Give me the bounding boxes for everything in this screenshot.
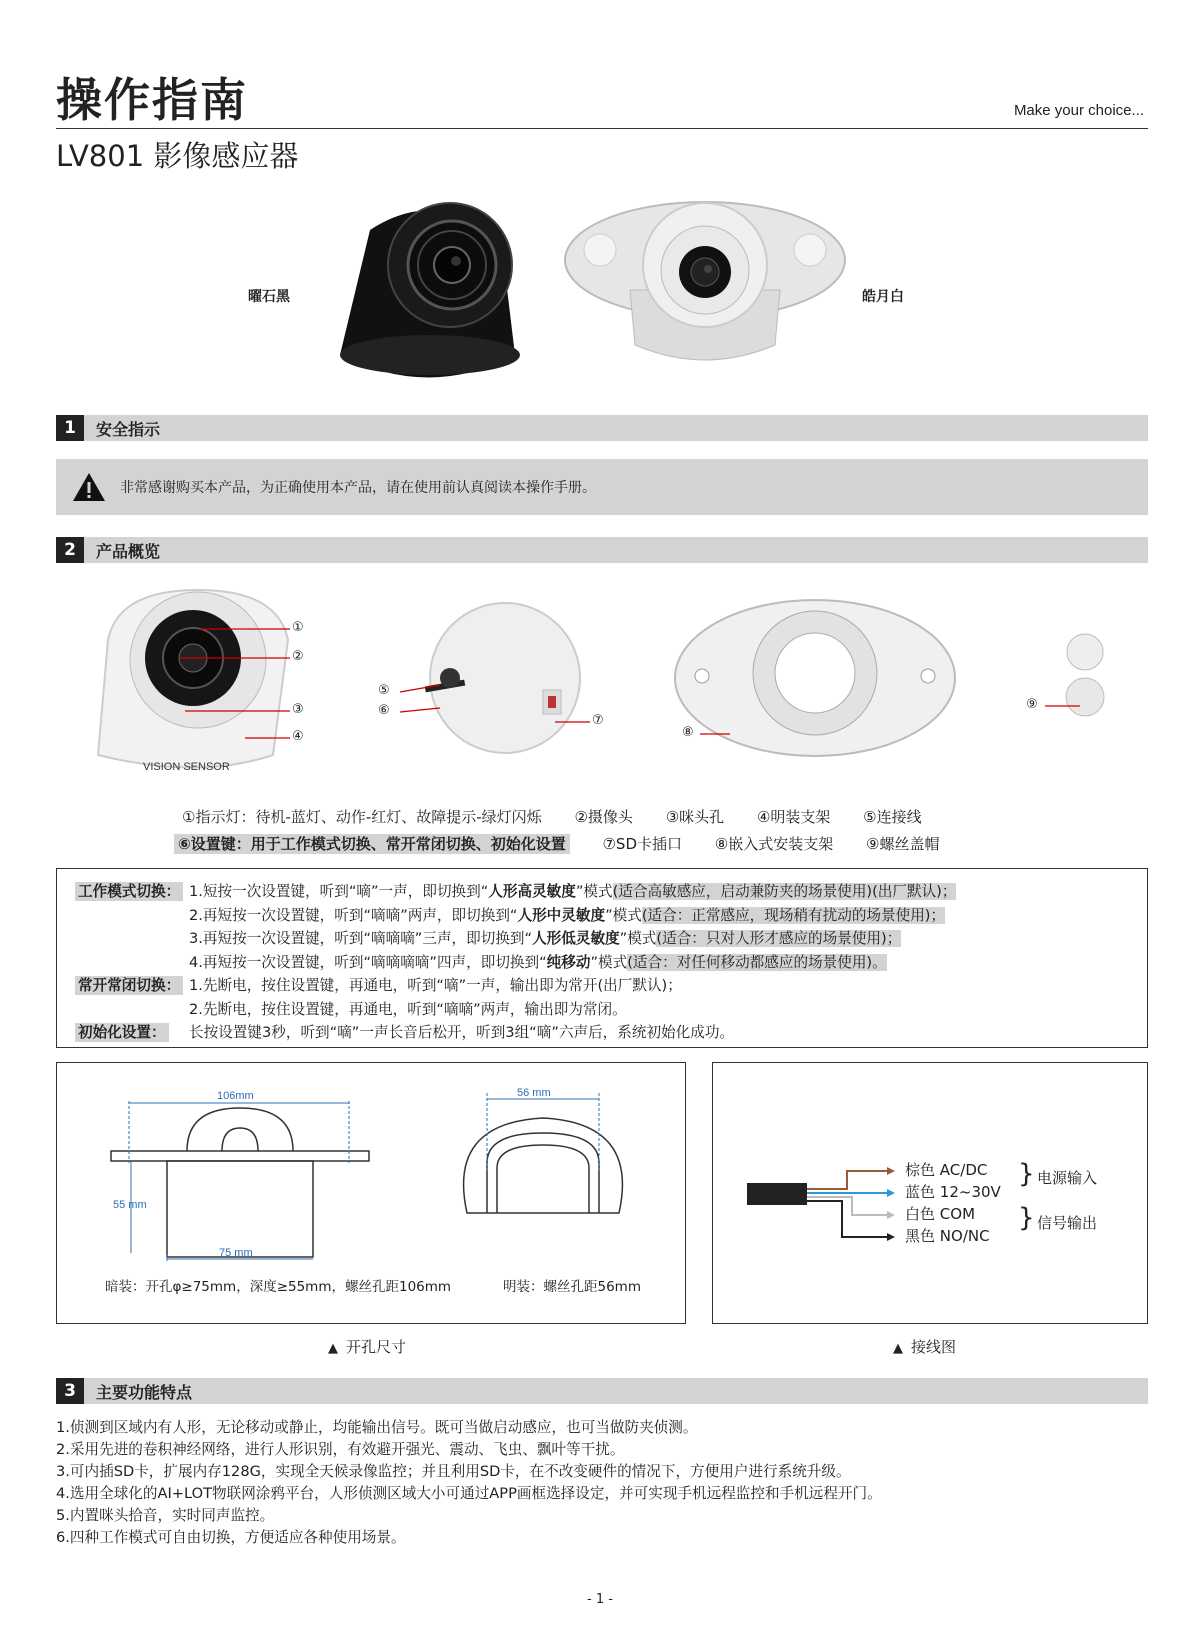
callout-4: ④	[292, 729, 304, 744]
mode-row	[75, 903, 1129, 927]
wiring-diagram-box	[712, 1062, 1148, 1324]
mode-instructions-box	[56, 868, 1148, 1048]
mode-row	[75, 926, 1129, 950]
section-title: 产品概览	[96, 541, 161, 561]
callout-9: ⑨	[1026, 697, 1038, 712]
mode-row	[75, 1020, 1129, 1044]
dimension-diagram-box	[56, 1062, 686, 1324]
mode-row	[75, 997, 1129, 1021]
black-variant-label: 曜石黑	[248, 289, 290, 305]
legend-item: ⑦SD卡插口	[602, 835, 683, 853]
section-title: 主要功能特点	[96, 1382, 193, 1402]
wire-labels: 棕色 AC/DC 蓝色 12~30V 白色 COM 黑色 NO/NC	[905, 1161, 1001, 1245]
triangle-icon: ▲	[328, 1341, 338, 1356]
page-number: - 1 -	[587, 1592, 613, 1607]
feature-item: 2.采用先进的卷积神经网络，进行人形识别，有效避开强光、震动、飞虫、飘叶等干扰。	[56, 1441, 625, 1458]
callout-5: ⑤	[378, 683, 390, 698]
mode-row	[75, 950, 1129, 974]
page-title: 操作指南	[56, 73, 248, 127]
section-number: 2	[56, 537, 84, 563]
section-title: 安全指示	[96, 419, 161, 439]
legend-item: ③咪头孔	[665, 808, 725, 826]
tagline: Make your choice...	[1013, 102, 1144, 119]
section-number: 3	[56, 1378, 84, 1404]
brace-icon: }	[1018, 1203, 1035, 1233]
callout-lines	[0, 0, 1200, 760]
legend-row-2	[174, 833, 967, 854]
vision-sensor-text: VISION SENSOR	[143, 761, 230, 773]
section-bar-features	[56, 1378, 1148, 1404]
callout-6: ⑥	[378, 703, 390, 718]
dim-75: 75 mm	[219, 1247, 253, 1259]
dim-note-left: 暗装：开孔φ≥75mm，深度≥55mm，螺丝孔距106mm	[105, 1279, 452, 1295]
legend-item: ⑧嵌入式安装支架	[714, 835, 834, 853]
nonc-line: 2.先断电，按住设置键，再通电，听到“嘀嘀”两声，输出即为常闭。	[189, 1000, 627, 1018]
legend-item: ①指示灯：待机-蓝灯、动作-红灯、故障提示-绿灯闪烁	[182, 808, 542, 826]
feature-item: 6.四种工作模式可自由切换，方便适应各种使用场景。	[56, 1529, 406, 1546]
dim-56: 56 mm	[517, 1087, 551, 1099]
nonc-line: 1.先断电，按住设置键，再通电，听到“嘀”一声，输出即为常开(出厂默认)；	[189, 977, 682, 995]
dimension-caption: ▲ 开孔尺寸	[328, 1338, 407, 1356]
triangle-icon: ▲	[893, 1341, 903, 1356]
mode-row	[75, 879, 1129, 903]
work-mode-label: 工作模式切换：	[75, 882, 183, 901]
dimension-drawing	[57, 1063, 685, 1263]
product-subtitle: LV801 影像感应器	[56, 139, 299, 173]
feature-list	[56, 1417, 882, 1549]
callout-3: ③	[292, 702, 304, 717]
dim-note-right: 明装：螺丝孔距56mm	[503, 1279, 641, 1295]
legend-row-1	[182, 806, 950, 827]
init-line: 长按设置键3秒，听到“嘀”一声长音后松开，听到3组“嘀”六声后，系统初始化成功。	[189, 1024, 735, 1042]
init-label: 初始化设置：	[75, 1023, 169, 1042]
dim-55: 55 mm	[113, 1199, 147, 1211]
callout-7: ⑦	[592, 713, 604, 728]
callout-8: ⑧	[682, 725, 694, 740]
legend-item: ④明装支架	[756, 808, 831, 826]
nonc-label: 常开常闭切换：	[75, 976, 183, 995]
feature-item: 5.内置咪头拾音，实时同声监控。	[56, 1507, 275, 1524]
section-number: 1	[56, 415, 84, 441]
wiring-caption: ▲ 接线图	[893, 1338, 957, 1356]
warning-text: 非常感谢购买本产品，为正确使用本产品，请在使用前认真阅读本操作手册。	[120, 480, 596, 496]
mode-row	[75, 973, 1129, 997]
dim-106: 106mm	[217, 1090, 254, 1102]
white-variant-label: 皓月白	[862, 289, 904, 305]
callout-2: ②	[292, 649, 304, 664]
work-mode-line: 4.再短按一次设置键，听到“嘀嘀嘀嘀”四声，即切换到“纯移动”模式(适合：对任何移动都感应的场景使用)。	[189, 953, 887, 971]
callout-1: ①	[292, 620, 304, 635]
work-mode-line: 2.再短按一次设置键，听到“嘀嘀”两声，即切换到“人形中灵敏度”模式(适合：正常感应，现场稍有扰动的场景使用)；	[189, 906, 946, 924]
signal-output-label: 信号输出	[1037, 1214, 1098, 1232]
brace-icon: }	[1018, 1159, 1035, 1189]
work-mode-line: 3.再短按一次设置键，听到“嘀嘀嘀”三声，即切换到“人形低灵敏度”模式(适合：只对人形才感应的场景使用)；	[189, 930, 902, 948]
legend-item: ②摄像头	[574, 808, 633, 826]
work-mode-line: 1.短按一次设置键，听到“嘀”一声，即切换到“人形高灵敏度”模式(适合高敏感应，启动兼防夹的场景使用)(出厂默认)；	[189, 883, 957, 901]
feature-item: 4.选用全球化的AI+LOT物联网涂鸦平台，人形侦测区域大小可通过APP画框选择设定，并可实现手机远程监控和手机远程开门。	[56, 1485, 882, 1502]
feature-item: 1.侦测到区域内有人形，无论移动或静止，均能输出信号。既可当做启动感应，也可当做防夹侦测。	[56, 1419, 698, 1436]
legend-item-highlight: ⑥设置键：用于工作模式切换、常开常闭切换、初始化设置	[174, 834, 570, 854]
feature-item: 3.可内插SD卡，扩展内存128G，实现全天候录像监控；并且利用SD卡，在不改变硬件的情况下，方便用户进行系统升级。	[56, 1463, 851, 1480]
legend-item: ⑨螺丝盖帽	[866, 835, 940, 853]
legend-item: ⑤连接线	[863, 808, 922, 826]
power-input-label: 电源输入	[1037, 1169, 1098, 1187]
